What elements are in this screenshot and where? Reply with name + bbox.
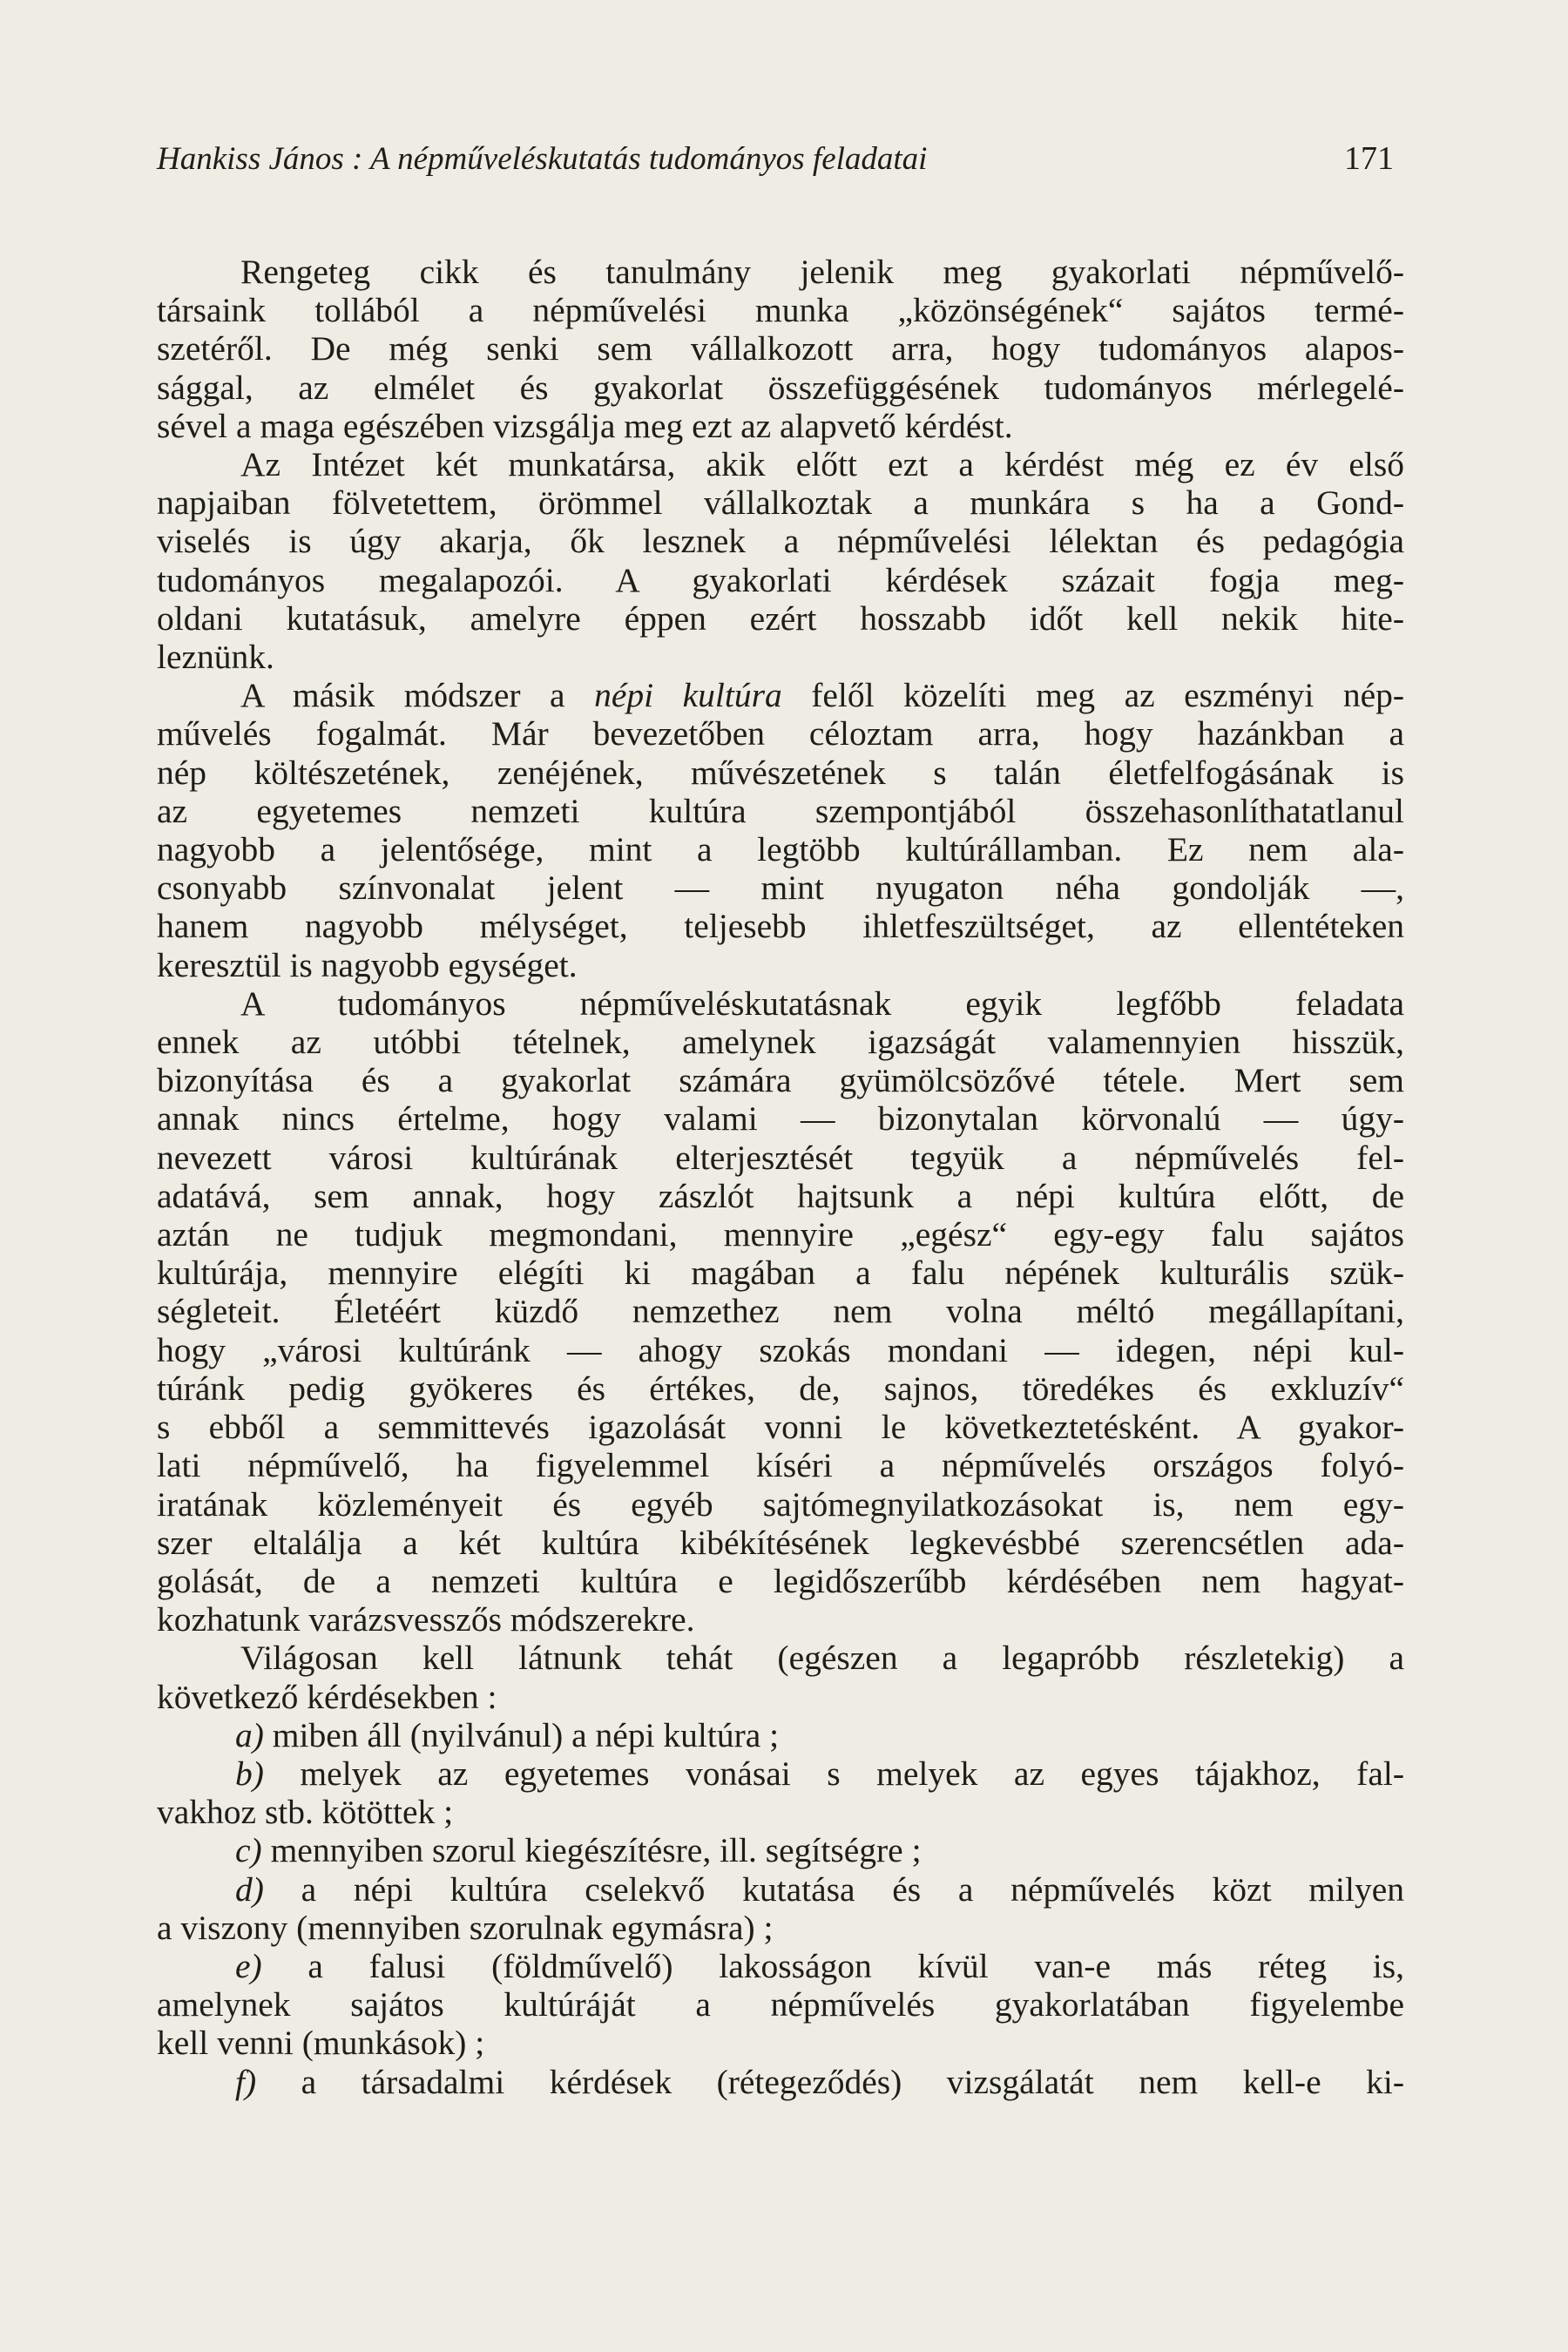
list-item bbox=[157, 1947, 1404, 1985]
text-line: keresztül is nagyobb egységet. bbox=[157, 945, 578, 984]
list-item bbox=[157, 1870, 1404, 1909]
text-line: szetéről. De még senki sem vállalkozott arra, hogy tudományos alapos- bbox=[157, 329, 1404, 368]
list-marker: d) bbox=[235, 1869, 264, 1909]
list-item bbox=[157, 1831, 1404, 1869]
text-line: golását, de a nemzeti kultúra e legidőszerűbb kérdésében nem hagyat- bbox=[157, 1561, 1404, 1600]
text-line: adatává, sem annak, hogy zászlót hajtsunk a népi kultúra előtt, de bbox=[157, 1176, 1404, 1215]
text-line: kell venni (munkások) ; bbox=[157, 2024, 485, 2063]
running-title: Hankiss János : A népműveléskutatás tudományos feladatai bbox=[157, 141, 928, 177]
list-marker: c) bbox=[235, 1831, 262, 1870]
text-line: oldani kutatásuk, amelyre éppen ezért hosszabb időt kell nekik hite- bbox=[157, 598, 1404, 638]
text-line: sággal, az elmélet és gyakorlat összefüggésének tudományos mérlegelé- bbox=[157, 368, 1404, 407]
text-line: ennek az utóbbi tételnek, amelynek igazságát valamennyien hisszük, bbox=[157, 1023, 1404, 1062]
text-line: annak nincs értelme, hogy valami — bizonytalan körvonalú — úgy- bbox=[157, 1099, 1404, 1139]
list-marker: e) bbox=[235, 1946, 262, 1985]
italic-term: népi kultúra bbox=[594, 676, 782, 715]
text-line: Az Intézet két munkatársa, akik előtt ezt a kérdést még ez év első bbox=[240, 445, 1404, 484]
text-line: amelynek sajátos kultúráját a népművelés gyakorlatában figyelembe bbox=[157, 1985, 1404, 2024]
list-item bbox=[157, 1716, 1404, 1754]
list-marker: f) bbox=[235, 2062, 257, 2101]
text-line: az egyetemes nemzeti kultúra szempontjából összehasonlíthatatlanul bbox=[157, 791, 1404, 830]
text-line: ségleteit. Életéért küzdő nemzethez nem volna méltó megállapítani, bbox=[157, 1292, 1404, 1331]
page-number: 171 bbox=[1344, 140, 1394, 177]
text-line: aztán ne tudjuk megmondani, mennyire „egész“ egy-egy falu sajátos bbox=[157, 1215, 1404, 1254]
text-line bbox=[157, 676, 1404, 714]
text-run: a falusi (földművelő) lakosságon kívül van-e más réteg is, bbox=[261, 1946, 1404, 1985]
text-line: a viszony (mennyiben szorulnak egymásra) ; bbox=[157, 1908, 774, 1947]
running-header bbox=[157, 139, 1394, 178]
text-line: Rengeteg cikk és tanulmány jelenik meg gyakorlati népművelő- bbox=[240, 253, 1404, 291]
text-line: hanem nagyobb mélységet, teljesebb ihletfeszültséget, az ellentéteken bbox=[157, 907, 1404, 946]
text-line: kozhatunk varázsvesszős módszerekre. bbox=[157, 1600, 695, 1639]
text-line: következő kérdésekben : bbox=[157, 1677, 497, 1716]
text-line: s ebből a semmittevés igazolását vonni le következtetésként. A gyakor- bbox=[157, 1408, 1404, 1447]
text-line: vakhoz stb. kötöttek ; bbox=[157, 1793, 454, 1832]
text-line: viselés is úgy akarja, ők lesznek a népművelési lélektan és pedagógia bbox=[157, 522, 1404, 561]
text-line: kultúrája, mennyire elégíti ki magában a falu népének kulturális szük- bbox=[157, 1254, 1404, 1293]
text-run: felől közelíti meg az eszményi nép- bbox=[781, 676, 1405, 715]
text-run: a társadalmi kérdések (rétegeződés) vizsgálatát nem kell-e ki- bbox=[256, 2062, 1404, 2101]
text-line: nevezett városi kultúrának elterjesztését tegyük a népművelés fel- bbox=[157, 1138, 1404, 1177]
text-line: Világosan kell látnunk tehát (egészen a legapróbb részletekig) a bbox=[240, 1639, 1404, 1678]
text-line: napjaiban fölvetettem, örömmel vállalkoztak a munkára s ha a Gond- bbox=[157, 483, 1404, 523]
list-item bbox=[157, 1754, 1404, 1793]
text-line: lati népművelő, ha figyelemmel kíséri a népművelés országos folyó- bbox=[157, 1446, 1404, 1485]
list-item bbox=[157, 2063, 1404, 2101]
text-run: miben áll (nyilvánul) a népi kultúra ; bbox=[263, 1715, 780, 1754]
text-run: a népi kultúra cselekvő kutatása és a népművelés közt milyen bbox=[263, 1869, 1404, 1909]
text-run: A másik módszer a bbox=[240, 676, 595, 715]
text-line: túránk pedig gyökeres és értékes, de, sajnos, töredékes és exkluzív“ bbox=[157, 1369, 1404, 1408]
text-line: sével a maga egészében vizsgálja meg ezt az alapvető kérdést. bbox=[157, 406, 1013, 445]
list-marker: a) bbox=[235, 1715, 264, 1754]
text-line: csonyabb színvonalat jelent — mint nyugaton néha gondolják —, bbox=[157, 868, 1404, 908]
text-line: hogy „városi kultúránk — ahogy szokás mondani — idegen, népi kul- bbox=[157, 1330, 1404, 1369]
text-line: művelés fogalmát. Már bevezetőben céloztam arra, hogy hazánkban a bbox=[157, 714, 1404, 754]
text-line: nép költészetének, zenéjének, művészetének s talán életfelfogásának is bbox=[157, 753, 1404, 792]
text-line: szer eltalálja a két kultúra kibékítésének legkevésbbé szerencsétlen ada- bbox=[157, 1523, 1404, 1562]
text-line: iratának közleményeit és egyéb sajtómegnyilatkozásokat is, nem egy- bbox=[157, 1484, 1404, 1524]
text-run: mennyiben szorul kiegészítésre, ill. segítségre ; bbox=[261, 1831, 922, 1870]
body-text bbox=[157, 253, 1404, 2101]
text-line: A tudományos népműveléskutatásnak egyik legfőbb feladata bbox=[240, 983, 1404, 1023]
text-line: társaink tollából a népművelési munka „közönségének“ sajátos termé- bbox=[157, 291, 1404, 330]
text-line: leznünk. bbox=[157, 638, 274, 677]
text-run: melyek az egyetemes vonásai s melyek az egyes tájakhoz, fal- bbox=[263, 1754, 1404, 1793]
text-line: nagyobb a jelentősége, mint a legtöbb kultúrállamban. Ez nem ala- bbox=[157, 830, 1404, 869]
list-marker: b) bbox=[235, 1754, 264, 1793]
text-line: tudományos megalapozói. A gyakorlati kérdések százait fogja meg- bbox=[157, 560, 1404, 599]
text-line: bizonyítása és a gyakorlat számára gyümölcsözővé tétele. Mert sem bbox=[157, 1061, 1404, 1100]
